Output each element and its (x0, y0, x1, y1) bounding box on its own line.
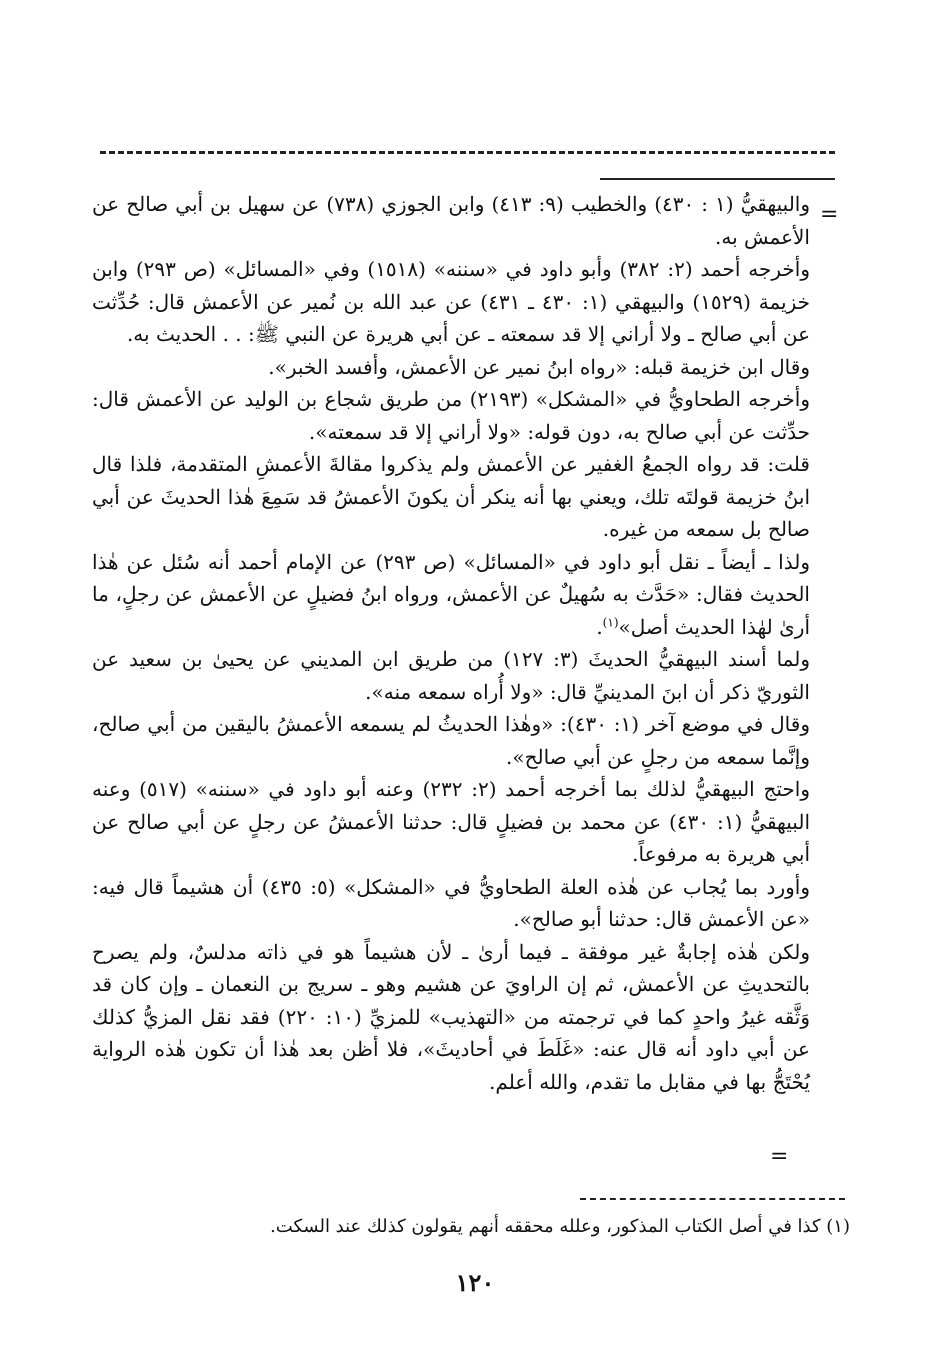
paragraph: وأورد بما يُجاب عن هٰذه العلة الطحاويُّ في «المشكل» (٥: ٤٣٥) أن هشيماً قال فيه: «عن الأعمش قال: حدثنا أبو صالح». (92, 874, 810, 931)
paragraph-text: ولذا ـ أيضاً ـ نقل أبو داود في «المسائل» (ص ٢٩٣) عن الإمام أحمد أنه سُئل عن هٰذا الحديث فقال: «حَدَّث به سُهيلٌ عن الأعمش، ورواه ابنُ فضيلٍ عن الأعمش عن رجلٍ، ما أرىٰ لهٰذا الحديث أصل» (92, 549, 810, 639)
paragraph: وأخرجه الطحاويُّ في «المشكل» (٢١٩٣) من طريق شجاع بن الوليد عن الأعمش قال: حدِّثت عن أبي صالح به، دون قوله: «ولا أراني إلا قد سمعته». (92, 387, 810, 444)
paragraph: قلت: قد رواه الجمعُ الغفير عن الأعمش ولم يذكروا مقالةَ الأعمشِ المتقدمة، فلذا قال ابنُ خزيمة قولتَه تلك، ويعني بها أنه ينكر أن يكونَ الأعمشُ قد سَمِعَ هٰذا الحديثَ عن أبي صالح بل سمعه من غيره. (92, 452, 810, 541)
paragraph (92, 546, 810, 644)
footnote-separator (580, 1198, 845, 1200)
continuation-mark: = (820, 202, 839, 227)
paragraph-tail: . (596, 614, 603, 639)
paragraph: وأخرجه أحمد (٢: ٣٨٢) وأبو داود في «سننه» (١٥١٨) وفي «المسائل» (ص ٢٩٣) وابن خزيمة (١٥٢٩) والبيهقي (١: ٤٣٠ ـ ٤٣١) عن عبد الله بن نُمير عن الأعمش قال: حُدِّثت عن أبي صالح ـ ولا أراني إلا قد سمعته ـ عن أبي هريرة عن النبي ﷺ: . . الحديث به. (92, 257, 810, 346)
main-text (92, 188, 810, 1098)
end-continuation-mark: = (770, 1144, 789, 1169)
footnote: (١) كذا في أصل الكتاب المذكور، وعلله محققه أنهم يقولون كذلك عند السكت. (270, 1216, 850, 1237)
paragraph: ولما أسند البيهقيُّ الحديثَ (٣: ١٢٧) من طريق ابن المديني عن يحيىٰ بن سعيد عن الثوريّ ذكر أن ابنَ المدينيِّ قال: «ولا أُراه سمعه منه». (92, 647, 810, 704)
footnote-continuation-rule (600, 178, 835, 180)
paragraph: وقال في موضع آخر (١: ٤٣٠): «وهٰذا الحديثُ لم يسمعه الأعمشُ باليقين من أبي صالح، وإنَّما سمعه من رجلٍ عن أبي صالح». (92, 712, 810, 769)
paragraph: والبيهقيُّ (١ : ٤٣٠) والخطيب (٩: ٤١٣) وابن الجوزي (٧٣٨) عن سهيل بن أبي صالح عن الأعمش به. (92, 192, 810, 249)
header-dashed-rule (100, 151, 835, 154)
paragraph: واحتج البيهقيُّ لذلك بما أخرجه أحمد (٢: ٢٣٢) وعنه أبو داود في «سننه» (٥١٧) وعنه البيهقيُّ (١: ٤٣٠) عن محمد بن فضيلٍ قال: حدثنا الأعمشُ عن رجلٍ عن أبي صالح عن أبي هريرة به مرفوعاً. (92, 777, 810, 866)
page-number: ١٢٠ (455, 1268, 495, 1297)
footnote-reference: (١) (602, 614, 619, 629)
paragraph: ولكن هٰذه إجابةٌ غير موفقة ـ فيما أرىٰ ـ لأن هشيماً هو في ذاته مدلسٌ، ولم يصرح بالتحديثِ عن الأعمش، ثم إن الراويَ عن هشيم وهو ـ سريج بن النعمان ـ وإن كان قد وَثَّقه غيرُ واحدٍ كما في ترجمته من «التهذيب» للمزيِّ (١٠: ٢٢٠) فقد نقل المزيُّ كذلك عن أبي داود أنه قال عنه: «غَلَطَ في أحاديثَ»، فلا أظن بعد هٰذا أن تكون هٰذه الرواية يُحْتَجُّ بها في مقابل ما تقدم، والله أعلم. (92, 939, 810, 1094)
paragraph: وقال ابن خزيمة قبله: «رواه ابنُ نمير عن الأعمش، وأفسد الخبر». (268, 354, 810, 379)
